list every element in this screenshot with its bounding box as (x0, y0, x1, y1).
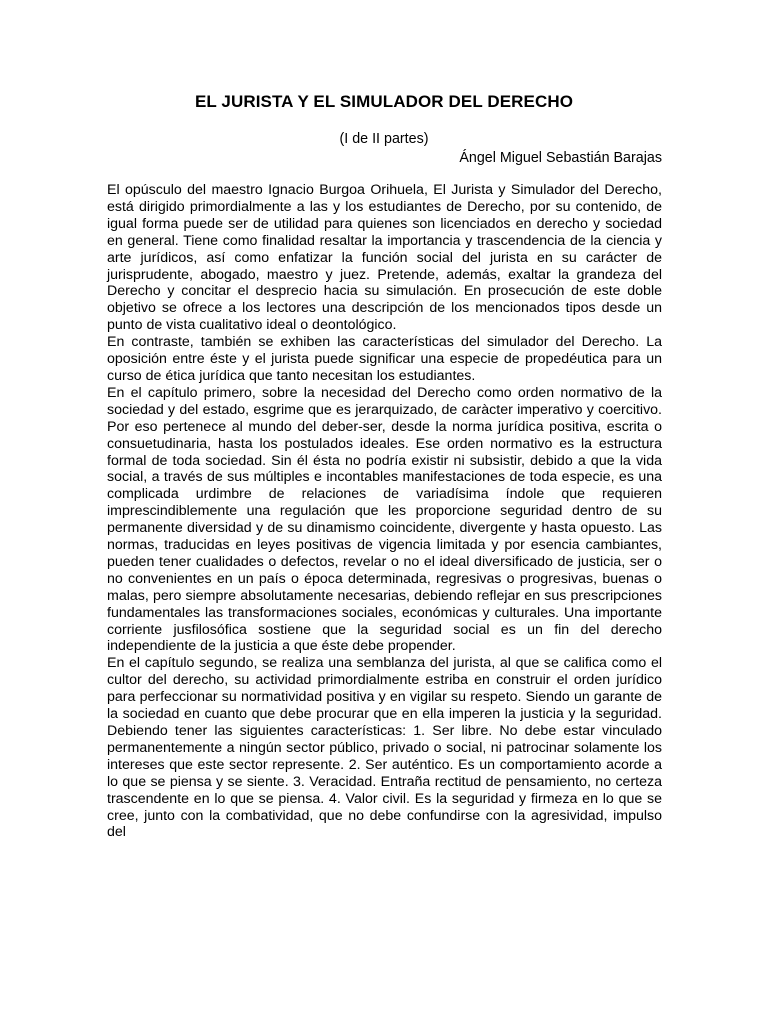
paragraph-2: En contraste, también se exhiben las características del simulador del Derecho. La oposición entre éste y el jurista puede significar una especie de propedéutica para un curso de ética jurídica que tanto necesitan los estudiantes. (107, 334, 662, 384)
paragraph-1: El opúsculo del maestro Ignacio Burgoa Orihuela, El Jurista y Simulador del Derecho, está dirigido primordialmente a las y los estudiantes de Derecho, por su contenido, de igual forma puede ser de utilidad para quienes son licenciados en derecho y sociedad en general. Tiene como finalidad resaltar la importancia y trascendencia de la ciencia y arte jurídicos, así como enfatizar la función social del jurista en su carácter de jurisprudente, abogado, maestro y juez. Pretende, además, exaltar la grandeza del Derecho y concitar el desprecio hacia su simulación. En prosecución de este doble objetivo se ofrece a los lectores una descripción de los mencionados tipos desde un punto de vista cualitativo ideal o deontológico. (107, 182, 662, 334)
paragraph-4: En el capítulo segundo, se realiza una semblanza del jurista, al que se califica como el cultor del derecho, su actividad primordialmente estriba en construir el orden jurídico para perfeccionar su normatividad positiva y en vigilar su respeto. Siendo un garante de la sociedad en cuanto que debe procurar que en ella imperen la justicia y la seguridad. Debiendo tener las siguientes características: 1. Ser libre. No debe estar vinculado permanentemente a ningún sector público, privado o social, ni patrocinar solamente los intereses que este sector represente. 2. Ser auténtico. Es un comportamiento acorde a lo que se piensa y se siente. 3. Veracidad. Entraña rectitud de pensamiento, no certeza trascendente en lo que se piensa. 4. Valor civil. Es la seguridad y firmeza en lo que se cree, junto con la combatividad, que no debe confundirse con la agresividad, impulso del (107, 655, 662, 841)
document-body (107, 182, 662, 841)
document-title: EL JURISTA Y EL SIMULADOR DEL DERECHO (194, 92, 574, 111)
paragraph-3: En el capítulo primero, sobre la necesidad del Derecho como orden normativo de la sociedad y del estado, esgrime que es jerarquizado, de caràcter imperativo y coercitivo. Por eso pertenece al mundo del deber-ser, desde la norma jurídica positiva, escrita o consuetudinaria, hasta los postulados ideales. Ese orden normativo es la estructura formal de toda sociedad. Sin él ésta no podría existir ni subsistir, debido a que la vida social, a través de sus múltiples e incontables manifestaciones de toda especie, es una complicada urdimbre de relaciones de variadísima índole que requieren imprescindiblemente una regulación que les proporcione seguridad dentro de su permanente diversidad y de su dinamismo coincidente, divergente y hasta opuesto. Las normas, traducidas en leyes positivas de vigencia limitada y por esencia cambiantes, pueden tener cualidades o defectos, revelar o no el ideal diversificado de justicia, ser o no convenientes en un país o época determinada, regresivas o progresivas, buenas o malas, pero siempre absolutamente necesarias, debiendo reflejar en sus prescripciones fundamentales las transformaciones sociales, económicas y culturales. Una importante corriente jusfilosófica sostiene que la seguridad social es un fin del derecho independiente de la justicia a que éste debe propender. (107, 384, 662, 655)
document-subtitle: (I de II partes) (339, 131, 429, 147)
document-author: Ángel Miguel Sebastián Barajas (459, 150, 662, 166)
